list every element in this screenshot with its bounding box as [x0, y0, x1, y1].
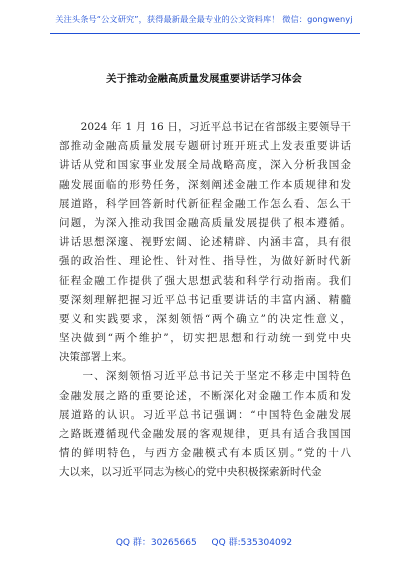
body-line: 要义和实践要求，深刻领悟“两个确立”的决定性意义， [59, 312, 351, 325]
body-line: 大以来，以习近平同志为核心的党中央积极探索新时代金 [59, 466, 322, 479]
body-line: 展道路的认识。习近平总书记强调：“中国特色金融发展 [59, 408, 351, 421]
footer-qq-group-1: QQ 群：30265665 [115, 538, 197, 548]
document-title: 关于推动金融高质量发展重要讲话学习体会 [106, 73, 302, 85]
header-banner: 关注头条号“公文研究”，获得最新最全最专业的公文资料库！ 微信：gongwenyj [55, 14, 353, 24]
body-line: 2024 年 1 月 16 日，习近平总书记在省部级主要领导干 [59, 121, 351, 133]
body-line: 坚决做到“两个维护”，切实把思想和行动统一到党中央 [59, 332, 351, 345]
footer-qq-group-2: QQ 群:535304092 [211, 538, 293, 548]
document-body [59, 118, 351, 483]
body-line: 金融发展之路的重要论述，不断深化对金融工作本质和发 [59, 389, 351, 402]
body-line: 决策部署上来。 [59, 351, 133, 364]
body-line: 一、深刻领悟习近平总书记关于坚定不移走中国特色 [59, 370, 351, 383]
footer [0, 535, 408, 548]
body-line: 展道路，科学回答新时代新征程金融工作怎么看、怎么干 [59, 197, 351, 210]
body-line: 问题，为深入推动我国金融高质量发展提供了根本遵循。 [59, 216, 351, 229]
body-line: 讲话思想深邃、视野宏阔、论述精辟、内涵丰富，具有很 [59, 236, 351, 249]
body-line: 讲话从党和国家事业发展全局战略高度，深入分析我国金 [59, 159, 351, 172]
body-line: 征程金融工作提供了强大思想武装和科学行动指南。我们 [59, 274, 351, 287]
body-line: 之路既遵循现代金融发展的客观规律，更具有适合我国国 [59, 428, 351, 440]
header-divider [50, 33, 360, 34]
body-line: 要深刻理解把握习近平总书记重要讲话的丰富内涵、精髓 [59, 293, 351, 306]
body-line: 融发展面临的形势任务，深刻阐述金融工作本质规律和发 [59, 178, 351, 191]
body-line: 情的鲜明特色，与西方金融模式有本质区别。”党的十八 [59, 447, 351, 460]
body-line: 部推动金融高质量发展专题研讨班开班式上发表重要讲话 [59, 140, 351, 153]
body-line: 强的政治性、理论性、针对性、指导性，为做好新时代新 [59, 255, 351, 268]
